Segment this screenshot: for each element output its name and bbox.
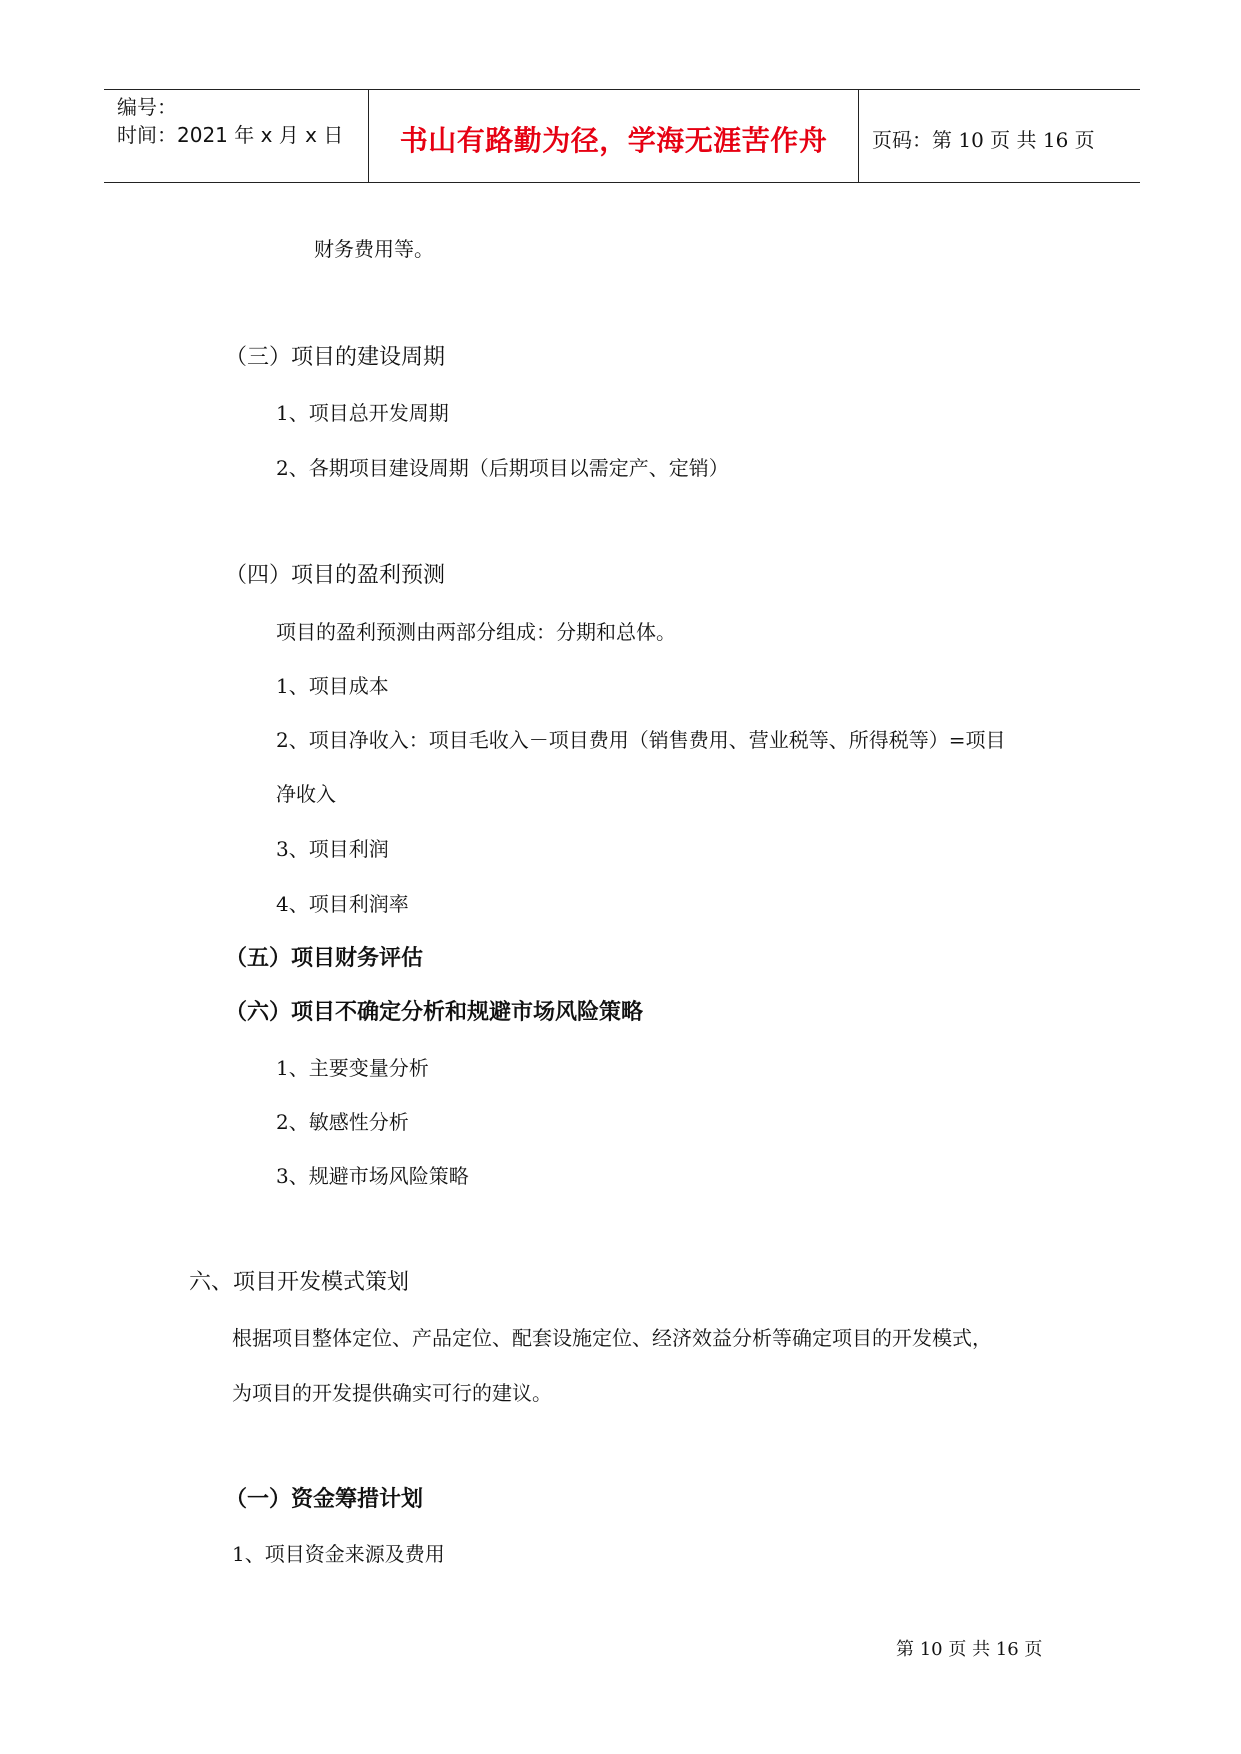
body-line: 根据项目整体定位、产品定位、配套设施定位、经济效益分析等确定项目的开发模式， [232,1326,992,1350]
body-line: 净收入 [276,782,336,806]
body-line: 2、项目净收入：项目毛收入－项目费用（销售费用、营业税等、所得税等）=项目 [276,728,1006,752]
section-heading: （四）项目的盈利预测 [225,563,446,588]
body-line: 财务费用等。 [314,237,434,261]
section-heading: （三）项目的建设周期 [225,345,446,370]
header-left-cell [117,93,343,149]
header-bottom-border [104,182,1140,183]
body-line: 3、规避市场风险策略 [276,1164,469,1188]
page-footer: 第 10 页 共 16 页 [896,1639,1043,1660]
body-line: 2、敏感性分析 [276,1110,409,1134]
section-heading: （六）项目不确定分析和规避市场风险策略 [225,1000,644,1025]
header-divider-right [858,89,859,183]
header-motto: 书山有路勤为径，学海无涯苦作舟 [399,124,828,157]
section-heading: （五）项目财务评估 [225,946,424,971]
section-heading: （一）资金筹措计划 [225,1487,424,1512]
chapter-heading: 六、项目开发模式策划 [189,1270,410,1295]
body-line: 1、项目资金来源及费用 [232,1542,445,1566]
body-line: 3、项目利润 [276,837,389,861]
time-label: 时间：2021 年 x 月 x 日 [117,123,344,147]
body-line: 2、各期项目建设周期（后期项目以需定产、定销） [276,456,729,480]
number-label: 编号： [117,95,177,119]
body-line: 1、主要变量分析 [276,1056,429,1080]
body-line: 为项目的开发提供确实可行的建议。 [232,1381,552,1405]
body-line: 1、项目总开发周期 [276,401,449,425]
body-line: 4、项目利润率 [276,892,409,916]
body-line: 1、项目成本 [276,674,389,698]
header-page-info: 页码：第 10 页 共 16 页 [872,128,1095,152]
body-line: 项目的盈利预测由两部分组成：分期和总体。 [276,620,676,644]
header-top-border [104,89,1140,90]
